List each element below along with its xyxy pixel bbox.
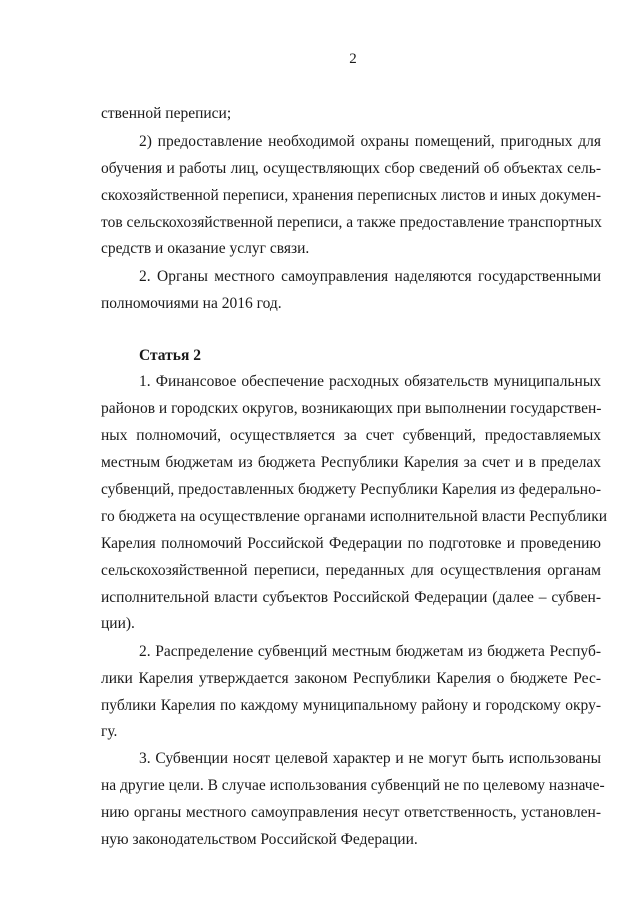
text-line: публики Карелия по каждому муниципальному району и городскому окру-: [101, 697, 601, 714]
text-line: ных полномочий, осуществляется за счет субвенций, предоставляемых: [101, 427, 601, 444]
text-line: нию органы местного самоуправления несут ответственность, установлен-: [101, 804, 601, 821]
text-line: го бюджета на осуществление органами исполнительной власти Республики: [101, 508, 608, 525]
article-heading: Статья 2: [139, 347, 201, 364]
text-line: 3. Субвенции носят целевой характер и не могут быть использованы: [139, 750, 601, 767]
text-line: субвенций, предоставленных бюджету Республики Карелия из федерально-: [101, 481, 601, 498]
text-line: тов сельскохозяйственной переписи, а также предоставление транспортных: [101, 214, 602, 231]
text-line: 1. Финансовое обеспечение расходных обязательств муниципальных: [139, 373, 601, 390]
text-line: районов и городских округов, возникающих при выполнении государствен-: [101, 400, 602, 417]
text-line: ственной переписи;: [101, 105, 232, 122]
text-line: обучения и работы лиц, осуществляющих сбор сведений об объектах сель-: [101, 160, 601, 177]
text-line: ции).: [101, 615, 135, 632]
page-number: 2: [349, 51, 357, 67]
text-line: полномочиями на 2016 год.: [101, 295, 282, 312]
text-line: лики Карелия утверждается законом Республики Карелия о бюджете Рес-: [101, 670, 601, 687]
text-line: средств и оказание услуг связи.: [101, 240, 310, 257]
text-line: исполнительной власти субъектов Российской Федерации (далее – субвен-: [101, 589, 601, 606]
text-line: гу.: [101, 723, 118, 740]
text-line: Карелия полномочий Российской Федерации по подготовке и проведению: [101, 535, 601, 552]
text-line: сельскохозяйственной переписи, переданных для осуществления органам: [101, 562, 601, 579]
text-line: ную законодательством Российской Федерации.: [101, 831, 418, 848]
text-line: 2) предоставление необходимой охраны помещений, пригодных для: [139, 133, 601, 150]
text-line: 2. Распределение субвенций местным бюджетам из бюджета Респуб-: [139, 643, 601, 660]
text-line: скохозяйственной переписи, хранения переписных листов и иных докумен-: [101, 187, 601, 204]
text-line: местным бюджетам из бюджета Республики Карелия за счет и в пределах: [101, 454, 601, 471]
text-line: на другие цели. В случае использования субвенций не по целевому назначе-: [101, 777, 605, 794]
text-line: 2. Органы местного самоуправления наделяются государственными: [139, 268, 601, 285]
